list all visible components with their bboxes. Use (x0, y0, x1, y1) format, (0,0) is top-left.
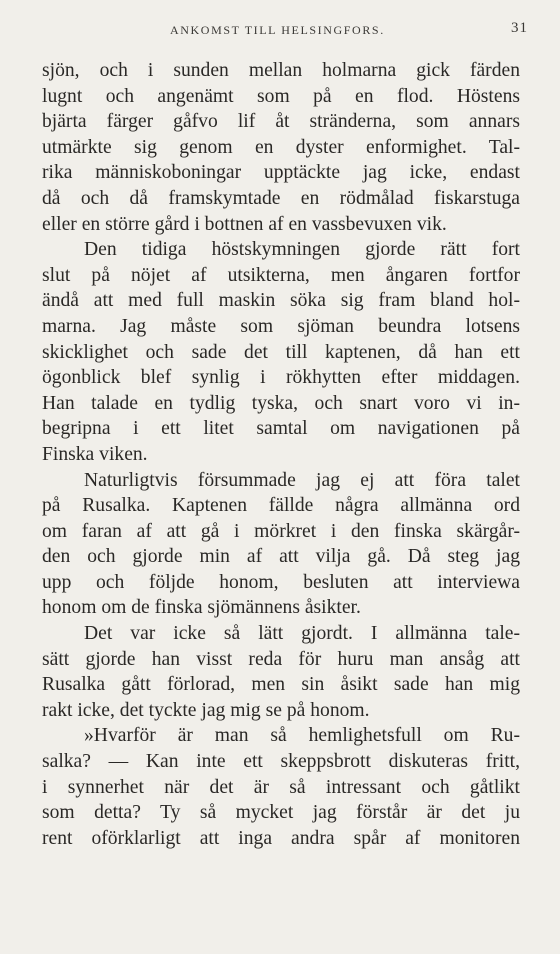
text-line: slut på nöjet af utsikterna, men ångaren fortfor (42, 264, 520, 286)
text-line: Han talade en tydlig tyska, och snart voro vi in- (42, 392, 520, 414)
text-line: eller en större gård i bottnen af en vassbevuxen vik. (42, 213, 447, 235)
text-line: »Hvarför är man så hemlighetsfull om Ru- (84, 725, 520, 747)
text-line: lugnt och angenämt som på en flod. Höstens (42, 85, 520, 107)
text-line: Naturligtvis försummade jag ej att föra talet (84, 469, 520, 491)
text-line: sätt gjorde han visst reda för huru man ansåg att (42, 648, 520, 670)
text-line: Finska viken. (42, 443, 148, 465)
text-line: på Rusalka. Kaptenen fällde några allmänna ord (42, 495, 520, 517)
text-line: ändå att med full maskin söka sig fram bland hol- (42, 290, 520, 312)
text-line: Den tidiga höstskymningen gjorde rätt fort (84, 239, 520, 261)
text-line: då och då framskymtade en rödmålad fiskarstuga (42, 187, 520, 209)
text-line: upp och följde honom, besluten att interviewa (42, 571, 520, 593)
text-line: rakt icke, det tyckte jag mig se på honom. (42, 699, 370, 721)
text-line: Rusalka gått förlorad, men sin åsikt sade han mig (42, 674, 520, 696)
text-line: utmärkte sig genom en dyster enformighet. Tal- (42, 136, 520, 158)
text-line: skicklighet och sade det till kaptenen, då han ett (42, 341, 520, 363)
text-line: rent oförklarligt att inga andra spår af monitoren (42, 827, 520, 849)
text-line: som detta? Ty så mycket jag förstår är det ju (42, 802, 520, 824)
text-line: bjärta färger gåfvo lif åt stränderna, som annars (42, 111, 520, 133)
text-line: begripna i ett litet samtal om navigationen på (42, 418, 520, 440)
text-line: ögonblick blef synlig i rökhytten efter middagen. (42, 367, 520, 389)
page-number: 31 (511, 20, 528, 36)
text-line: sjön, och i sunden mellan holmarna gick färden (42, 60, 520, 81)
page-header (42, 20, 528, 40)
text-line: marna. Jag måste som sjöman beundra lotsens (42, 315, 520, 337)
text-line: rika människoboningar upptäckte jag icke, endast (42, 162, 520, 184)
text-line: salka? — Kan inte ett skeppsbrott diskuteras fritt, (42, 751, 520, 773)
body-text (42, 58, 520, 851)
running-head: ANKOMST TILL HELSINGFORS. (170, 23, 385, 37)
text-line: honom om de finska sjömännens åsikter. (42, 597, 361, 619)
text-line: i synnerhet när det är så intressant och gåtlikt (42, 776, 520, 798)
text-line: om faran af att gå i mörkret i den finska skärgår- (42, 520, 520, 542)
text-line: Det var icke så lätt gjordt. I allmänna tale- (84, 623, 520, 645)
text-line: den och gjorde min af att vilja gå. Då steg jag (42, 546, 520, 568)
